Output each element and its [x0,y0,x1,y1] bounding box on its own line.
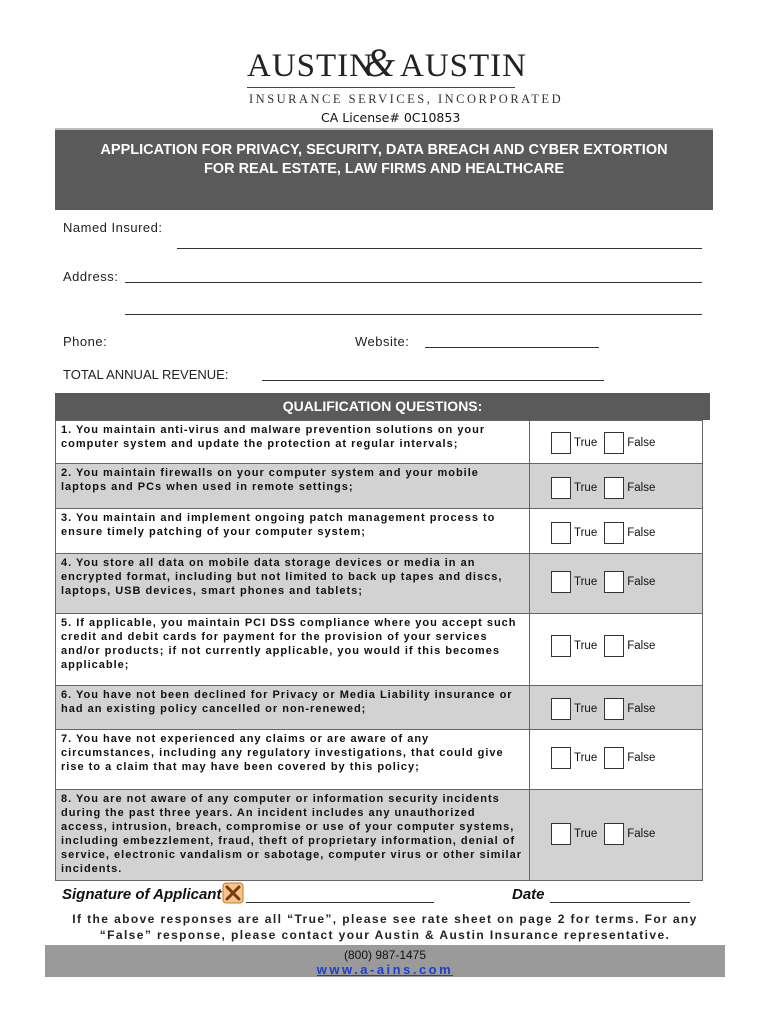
date-label: Date [512,886,545,903]
false-label: False [627,752,656,764]
question-text: 1. You maintain anti-virus and malware prevention solutions on your computer system and update the protection at regular intervals; [61,424,486,450]
false-checkbox[interactable] [604,522,624,544]
website-label: Website: [355,334,410,349]
signature-label: Signature of Applicant [62,886,222,903]
total-revenue-label: TOTAL ANNUAL REVENUE: [63,367,229,382]
false-checkbox[interactable] [604,571,624,593]
true-checkbox[interactable] [551,522,571,544]
logo-word-left: AUSTIN [247,48,374,84]
contact-phone: (800) 987-1475 [343,948,427,962]
true-label: True [574,703,598,715]
qualification-header: QUALIFICATION QUESTIONS: [55,393,710,420]
true-checkbox[interactable] [551,747,571,769]
license-number: CA License# 0C10853 [321,110,461,125]
false-checkbox[interactable] [604,432,624,454]
false-label: False [627,828,656,840]
false-checkbox[interactable] [604,698,624,720]
question-text: 6. You have not been declined for Privacy or Media Liability insurance or had an existing policy cancelled or non-renewed; [61,689,513,715]
question-text: 8. You are not aware of any computer or information security incidents during the past three years. An incident includes any unauthorized access, intrusion, breach, compromise or use of your computer systems, including embezzlement, fraud, theft of proprietary information, denial of service, electronic vandalism or sabotage, computer virus or other similar incidents. [61,793,522,875]
false-checkbox[interactable] [604,823,624,845]
true-label: True [574,527,598,539]
question-text: 2. You maintain firewalls on your computer system and your mobile laptops and PCs when used in remote settings; [61,467,479,493]
footer-note-line-1: If the above responses are all “True”, please see rate sheet on page 2 for terms. For any [72,912,698,926]
true-checkbox[interactable] [551,823,571,845]
title-line-1: APPLICATION FOR PRIVACY, SECURITY, DATA BREACH AND CYBER EXTORTION [100,142,668,158]
question-text: 5. If applicable, you maintain PCI DSS compliance where you accept such credit and debit cards for payment for the provision of your services and/or products; if not currently applicable, you would if this becomes applicable; [61,617,517,671]
false-label: False [627,527,656,539]
false-label: False [627,703,656,715]
true-checkbox[interactable] [551,477,571,499]
question-row [56,509,703,554]
false-label: False [627,437,656,449]
address-field-line-2[interactable] [125,314,702,315]
true-label: True [574,576,598,588]
question-row [56,421,703,464]
phone-label: Phone: [63,334,108,349]
questions-table [55,420,703,881]
false-checkbox[interactable] [604,635,624,657]
true-checkbox[interactable] [551,635,571,657]
title-banner [55,128,713,210]
true-label: True [574,828,598,840]
question-text: 4. You store all data on mobile data storage devices or media in an encrypted format, including but not limited to back up tapes and discs, laptops, USB devices, smart phones and tablets; [61,557,503,597]
logo-word-right: AUSTIN [400,48,527,84]
false-checkbox[interactable] [604,477,624,499]
date-field[interactable] [550,902,690,903]
question-row [56,554,703,614]
question-row [56,464,703,509]
question-text: 7. You have not experienced any claims or are aware of any circumstances, including any regulatory investigations, that could give rise to a claim that may have been covered by this policy; [61,733,504,773]
sign-here-icon [222,882,244,904]
contact-website-link[interactable]: www.a-ains.com [316,962,454,977]
named-insured-label: Named Insured: [63,220,163,235]
website-field[interactable] [425,347,599,348]
true-label: True [574,752,598,764]
title-line-2: FOR REAL ESTATE, LAW FIRMS AND HEALTHCARE [203,161,565,177]
true-checkbox[interactable] [551,698,571,720]
page-title [55,141,713,179]
question-text: 3. You maintain and implement ongoing patch management process to ensure timely patching of your computer system; [61,512,496,538]
false-label: False [627,576,656,588]
question-row [56,614,703,686]
footer-note [45,912,725,942]
total-revenue-field[interactable] [262,380,604,381]
true-checkbox[interactable] [551,432,571,454]
true-checkbox[interactable] [551,571,571,593]
true-label: True [574,437,598,449]
logo-ampersand: & [364,40,396,85]
address-label: Address: [63,269,119,284]
false-checkbox[interactable] [604,747,624,769]
footer-note-line-2: “False” response, please contact your Austin & Austin Insurance representative. [99,928,671,942]
footer-bar [45,945,725,977]
signature-field[interactable] [246,902,434,903]
question-row [56,686,703,730]
false-label: False [627,482,656,494]
question-row [56,730,703,790]
question-row [56,790,703,881]
logo-subtitle: INSURANCE SERVICES, INCORPORATED [249,92,564,106]
true-label: True [574,640,598,652]
false-label: False [627,640,656,652]
true-label: True [574,482,598,494]
logo-rule [247,87,515,88]
address-field[interactable] [125,282,702,283]
named-insured-field[interactable] [177,248,702,249]
